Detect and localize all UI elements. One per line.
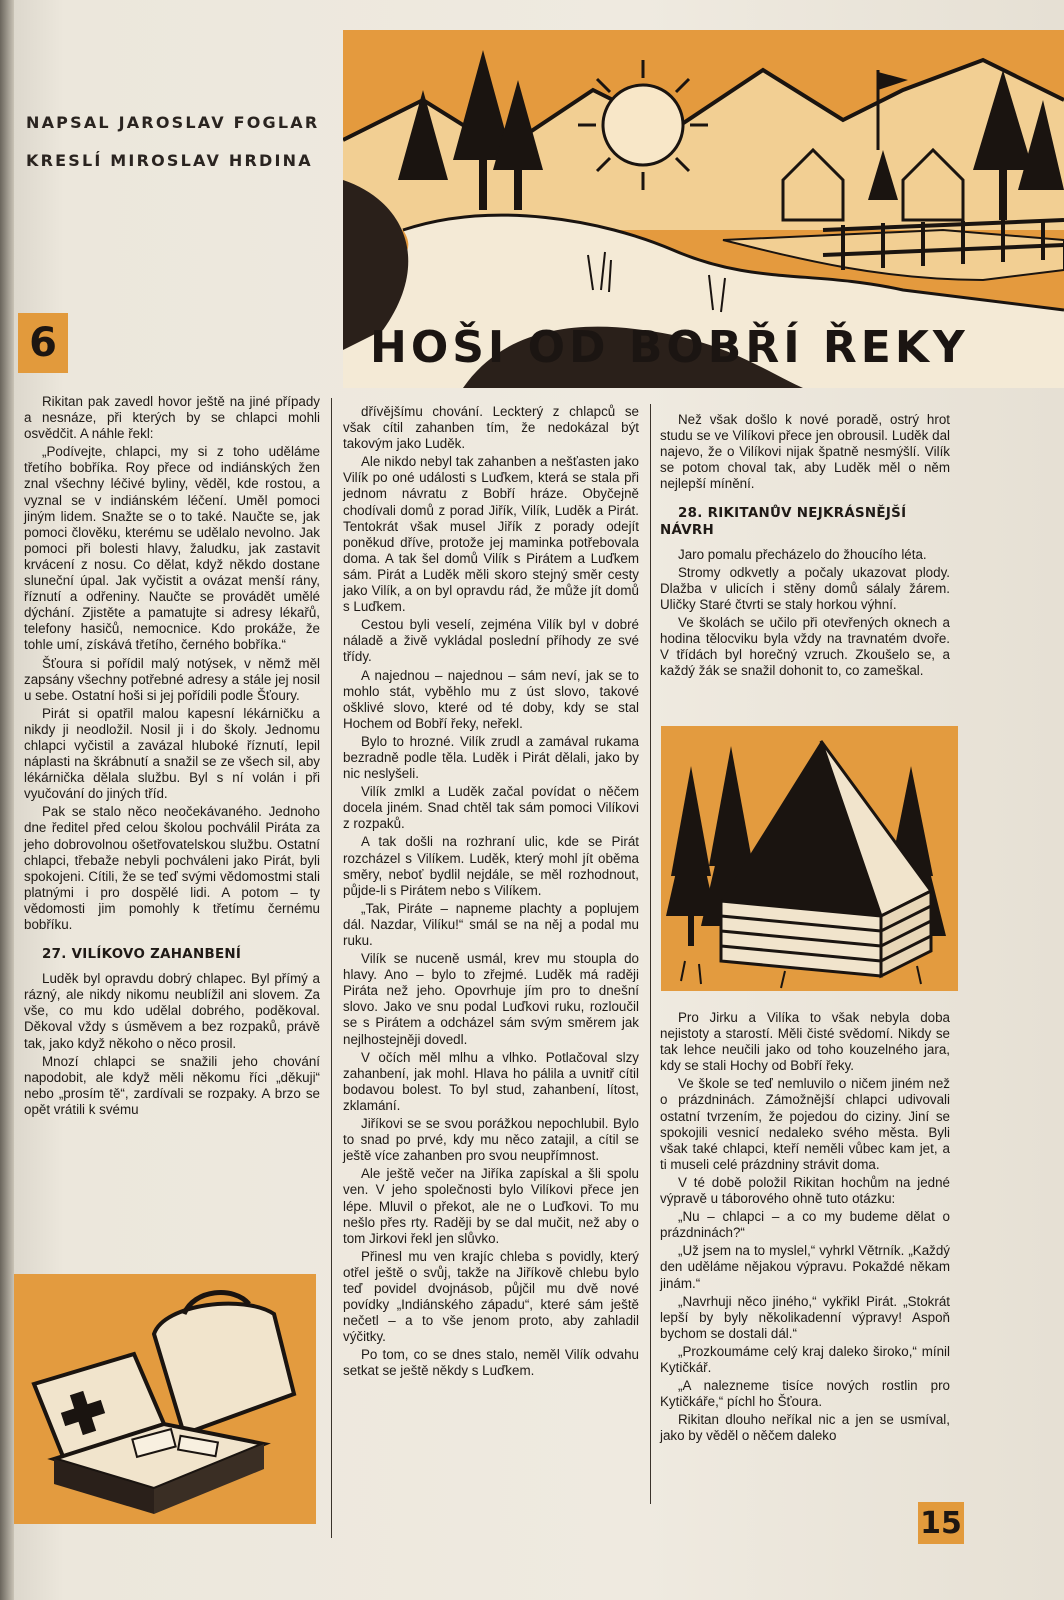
paragraph: Přinesl mu ven krajíc chleba s povidly, který otřel ještě o svůj, takže na Jiříkově chlebu bylo teď povidel dvojnásob, půjčil mu dvě nové povídky „Indiánského západu“, které sám ještě nečetl – a to vše jenom proto, aby zahladil výčitky. <box>343 1248 639 1345</box>
paragraph: Ale ještě večer na Jiříka zapískal a šli spolu ven. V jeho společnosti bylo Vilíkovi přece jen lépe. Mluvil o překot, ale ne o Luďkovi. To mu nešlo přes rty. Raději by se dal mučit, než aby o tom Jirkovi řekl jen slůvko. <box>343 1166 639 1246</box>
chapter-number-badge: 6 <box>18 313 68 373</box>
paragraph: „Navrhuji něco jiného,“ vykřikl Pirát. „Stokrát lepší by byly několikadenní výpravy! Aspoň bychom se dostali dál.“ <box>660 1293 950 1341</box>
section-heading-27: 27. VILÍKOVO ZAHANBENÍ <box>42 947 242 963</box>
illustrator-credit: KRESLÍ MIROSLAV HRDINA <box>26 151 313 170</box>
paragraph: Jaro pomalu přecházelo do žhoucího léta. <box>678 546 927 562</box>
paragraph: Luděk byl opravdu dobrý chlapec. Byl přímý a rázný, ale nikdy nikomu neublížil ani slovem. Za vše, co mu kdo udělal dobrého, poděkoval. Děkoval vždy s úsměvem a bez rozpaků, právě tak, jako když někoho o něco prosil. <box>24 971 320 1051</box>
author-credit: NAPSAL JAROSLAV FOGLAR <box>26 113 320 132</box>
paragraph: Ve škole se teď nemluvilo o ničem jiném než o prázdninách. Zámožnější chlapci udivovali ostatní tvrzením, že pojedou do ciziny. Jiní se spokojili vesnicí nedaleko svého města. Byli však také chlapci, kteří neměli vůbec kam jet, a ti museli celé prázdniny strávit doma. <box>660 1076 950 1172</box>
text-column-2 <box>343 404 639 1382</box>
paragraph: Ale nikdo nebyl tak zahanben a nešťasten jako Vilík po oné události s Luďkem, která se stala při jednom návratu z Bobří hráze. Obyčejně chodívali domů z porad Jiřík, Vilík, Luděk a Pirát. Tentokrát však musel Jiřík z porady odejít poněkud dříve, protože jej maminka potřebovala doma. A tak šel domů Vilík s Pirátem a Luďkem sám. Pirát a Luděk měli skoro stejný směr cesty jako Vilík, a on byl opravdu rád, že může jít domů s Luďkem. <box>343 454 639 615</box>
paragraph: „Tak, Piráte – napneme plachty a poplujem dál. Nazdar, Vilíku!“ smál se na něj a podal mu ruku. <box>343 900 639 948</box>
paragraph: „Prozkoumáme celý kraj daleko široko,“ mínil Kytičkář. <box>660 1343 950 1375</box>
paragraph: Rikitan dlouho neříkal nic a jen se usmíval, jako by věděl o něčem daleko <box>660 1412 950 1444</box>
first-aid-kit-illustration <box>14 1274 316 1524</box>
paragraph: Mnozí chlapci se snažili jeho chování napodobit, ale když měli někomu říci „děkuji“ nebo „prosím tě“, zardívali se rozpaky. A brzo se opět vrátili k svému <box>24 1053 320 1117</box>
paragraph: „Podívejte, chlapci, my si z toho uděláme třetího bobříka. Roy přece od indiánských žen znal všechny léčivé byliny, věděl, kde rostou, a vyznal se v indiánském léčení. Uměl pomoci jiným lidem. Snažte se o to také. Naučte se, jak pomoci člověku, kterému se udělalo nevolno. Jak pomoci při bolesti hlavy, žaludku, jak zastavit krvácení z nosu. Co dělat, když někdo dostane sluneční úpal. Jak vyčistit a ovázat menší rány, říznutí a odřeniny. Naučte se provádět umělé dýchání. Zjistěte a pamatujte si adresy lékařů, telefony hasičů, nemocnice. Kdo prokáže, že tohle umí, získává třetího, černého bobříka.“ <box>24 444 320 653</box>
paragraph: Jiříkovi se se svou porážkou nepochlubil. Bylo to snad po prvé, kdy mu něco zatajil, a cítil se ještě více zahanben pro svou neupřímnost. <box>343 1116 639 1164</box>
paragraph: Bylo to hrozné. Vilík zrudl a zamával rukama bezradně podle těla. Luděk i Pirát dělali, jako by nic neslyšeli. <box>343 733 639 782</box>
paragraph: Šťoura si pořídil malý notýsek, v němž měl zapsány všechny potřebné adresy a stále jej nosil u sebe. Ostatní hoši si jej pořídili podle Šťoury. <box>24 655 320 703</box>
text-column-3-continued <box>660 1010 950 1446</box>
paragraph: Vilík zmlkl a Luděk začal povídat o něčem docela jiném. Snad chtěl tak sám pomoci Vilíkovi z rozpaků. <box>343 784 639 832</box>
page-gutter <box>0 0 14 1600</box>
credits-block <box>26 104 319 180</box>
paragraph: Rikitan pak zavedl hovor ještě na jiné případy a nesnáze, při kterých by se chlapci mohli osvědčit. A náhle řekl: <box>24 394 320 442</box>
page-number-badge: 15 <box>918 1502 964 1544</box>
text-column-3 <box>660 412 950 681</box>
paragraph: V očích měl mlhu a vlhko. Potlačoval slzy zahanbení, jak mohl. Hlava ho pálila a uvnitř cítil bodavou bolest. To byl stud, zahanbení, lítost, zklamání. <box>343 1049 639 1113</box>
paragraph: Pirát si opatřil malou kapesní lékárničku a nikdy ji neodložil. Nosil ji i do školy. Jednomu chlapci vyčistil a zavázal hluboké říznutí, lepil náplasti na škrábnutí a snažil se ze všech sil, aby lékárnička dělala službu. Byl s ní volán i při vyučování do jiných tříd. <box>24 705 320 802</box>
paragraph: Cestou byli veselí, zejména Vilík byl v dobré náladě a živě vykládal poslední příhody ze své třídy. <box>343 617 639 665</box>
paragraph: A najednou – najednou – sám neví, jak se to mohlo stát, vyběhlo mu z úst slovo, takové ošklivé slovo, které od té doby, kdy se stal Hochem od Bobří řeky, neřekl. <box>343 667 639 731</box>
column-divider <box>650 404 651 1504</box>
section-heading-28: 28. RIKITANŮV NEJKRÁSNĚJŠÍ NÁVRH <box>660 506 907 538</box>
paragraph: Stromy odkvetly a počaly ukazovat plody. Dlažba v ulicích i stěny domů sálaly žárem. Uličky Staré čtvrti se staly horkou výhní. <box>660 564 950 612</box>
paragraph: Po tom, co se dnes stalo, neměl Vilík odvahu setkat se ještě někdy s Luďkem. <box>343 1347 639 1379</box>
paragraph: „A nalezneme tisíce nových rostlin pro Kytičkáře,“ píchl ho Šťoura. <box>660 1378 950 1410</box>
paragraph: Vilík se nuceně usmál, krev mu stoupla do hlavy. Ano – bylo to zřejmé. Luděk má raději Piráta než jeho. Opovrhuje jím pro to dnešní slovo. Jako ve snu podal Luďkovi ruku, rozloučil se s Pirátem a odcházel sám svým směrem jak nejlhostejněji dovedl. <box>343 951 639 1047</box>
paragraph: „Nu – chlapci – a co my budeme dělat o prázdninách?“ <box>660 1209 950 1241</box>
paragraph: V té době položil Rikitan hochům na jedné výpravě u táborového ohně tuto otázku: <box>660 1174 950 1207</box>
paragraph: dřívějšímu chování. Leckterý z chlapců se však cítil zahanben tím, že nedokázal být takovým jako Luděk. <box>343 404 639 452</box>
paragraph: A tak došli na rozhraní ulic, kde se Pirát rozcházel s Vilíkem. Luděk, který mohl jít oběma směry, neboť bydlil nejdále, se měl rozhodnout, půjde-li s Pirátem nebo s Vilíkem. <box>343 834 639 898</box>
paragraph: Ve školách se učilo při otevřených oknech a hodina tělocviku byla vždy na travnatém dvoře. V třídách byl horečný vzruch. Zkoušelo se, a každý žák se snažil dohonit to, co zameškal. <box>660 615 950 679</box>
paragraph: „Už jsem na to myslel,“ vyhrkl Větrník. „Každý den uděláme nějakou výpravu. Pokaždé někam jinám.“ <box>660 1243 950 1291</box>
article-title: HOŠI OD BOBŘÍ ŘEKY <box>370 322 969 373</box>
column-divider <box>331 398 332 1538</box>
text-column-1 <box>24 394 320 1120</box>
paragraph: Pro Jirku a Vilíka to však nebyla doba nejistoty a starostí. Měli čisté svědomí. Nikdy se tak lehce neučili jako od toho kouzelného jara, kdy se stali Hochy od Bobří řeky. <box>660 1010 950 1074</box>
log-cabin-illustration <box>661 726 958 991</box>
paragraph: Pak se stalo něco neočekávaného. Jednoho dne ředitel před celou školou pochválil Piráta za jeho dobrovolnou ošetřovatelskou službu. Ostatní chlapci, třebaže nebyli pochváleni jako Pirát, byli spokojeni. Cítili, že se teď svými vědomostmi stali platnými i pro dospělé lidi. A potom – ty vědomosti jim pomohly k třetímu černému bobříku. <box>24 804 320 932</box>
paragraph: Než však došlo k nové poradě, ostrý hrot studu se ve Vilíkovi přece jen obrousil. Luděk dal najevo, že o Vilíkovi nijak špatně nesmýšlí. Vilík se potom choval tak, aby Luděk měl o něm nejlepší mínění. <box>660 412 950 492</box>
